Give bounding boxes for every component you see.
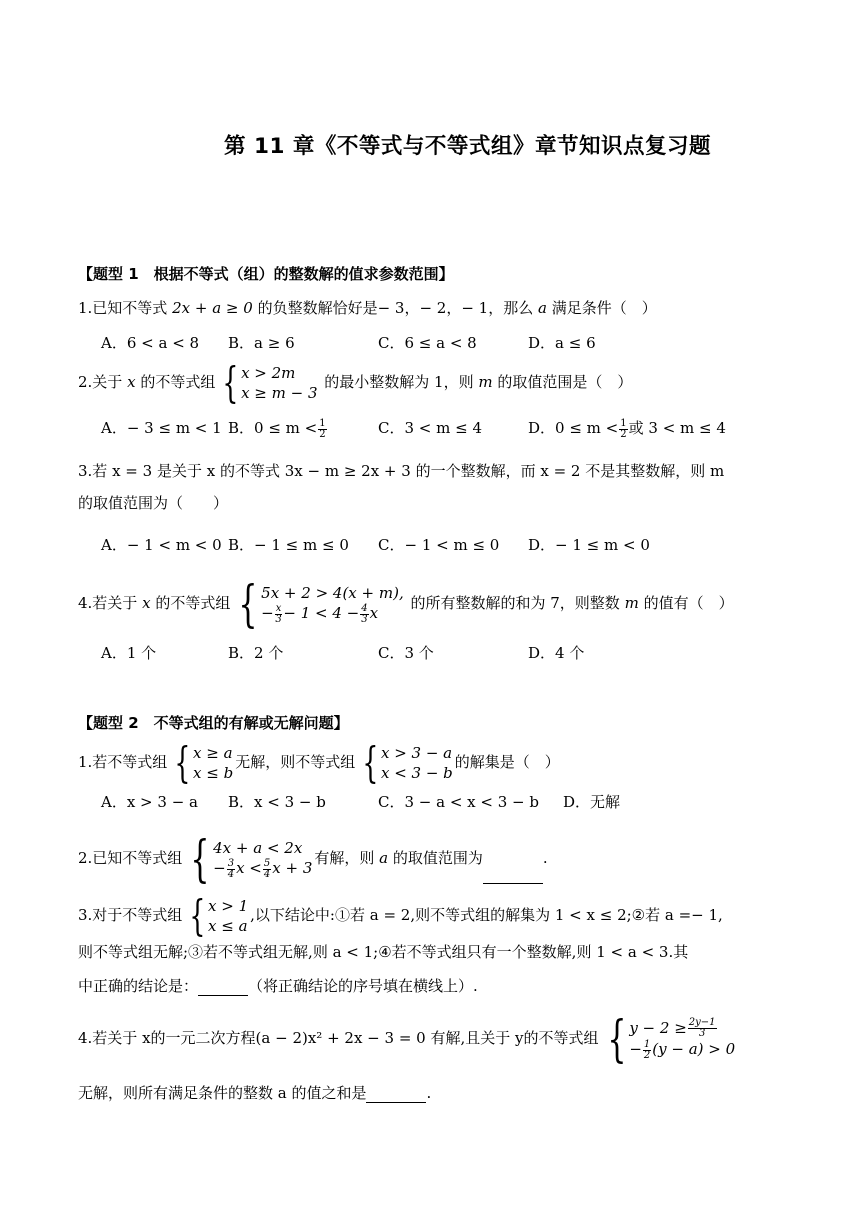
fraction-half: $\frac{1}{2}$ [319,417,326,440]
s2-q3-stem-line1: 3.对于不等式组 { x > 1 x ≤ a ,以下结论中:①若 a = 2,则不等式组的解集为 1 < x ≤ 2;②若 a =− 1, [78,891,723,940]
s1-q1-stem: 1.已知不等式 2x + a ≥ 0 的负整数解恰好是− 3，− 2，− 1，那么 a 满足条件（ ） [78,299,657,317]
page-title: 第 11 章《不等式与不等式组》章节知识点复习题 [224,134,711,159]
option-d[interactable]: D．无解 [563,793,621,811]
inequality-system: { x ≥ a x ≤ b [174,738,234,787]
fraction-half: $\frac{1}{2}$ [620,417,627,440]
s1-q2-stem: 2.关于 x 的不等式组 { x > 2m x ≥ m − 3 的最小整数解为 1，则 m 的取值范围是（ ） [78,358,633,407]
option-a[interactable]: A．− 1 < m < 0 [101,536,222,554]
option-a[interactable]: A．6 < a < 8 [101,334,200,352]
option-b[interactable]: B．0 ≤ m < $\frac{1}{2}$ [228,417,326,440]
option-b[interactable]: B．2 个 [228,644,284,662]
inequality-system: { 4x + a < 2x − $\frac{3}{4}$ x < $\frac{5}{4}$ x + 3 [190,830,313,888]
option-c[interactable]: C．3 − a < x < 3 − b [378,793,539,811]
option-a[interactable]: A．x > 3 − a [101,793,198,811]
s1-q3-stem-line1: 3.若 x = 3 是关于 x 的不等式 3x − m ≥ 2x + 3 的一个整数解，而 x = 2 不是其整数解，则 m [78,462,725,480]
inequality-system: { y − 2 ≥ $\frac{2y-1}{3}$ − $\frac{1}{2}$ (y − a) > 0 [606,1010,736,1068]
s1-q3-options [101,535,650,555]
option-d[interactable]: D．− 1 ≤ m < 0 [528,536,650,554]
option-d[interactable]: D．0 ≤ m < $\frac{1}{2}$ 或 3 < m ≤ 4 [528,417,726,440]
s1-q1-options [101,333,596,353]
option-b[interactable]: B．− 1 ≤ m ≤ 0 [228,536,349,554]
option-b[interactable]: B．a ≥ 6 [228,334,295,352]
s1-q4-options [101,643,584,663]
s1-q4-stem: 4.若关于 x 的不等式组 { 5x + 2 > 4(x + m), − $\frac{x}{3}$ − 1 < 4 − $\frac{4}{3}$ x 的所有整数解的和为 7，则整数 m 的值有（ ） [78,575,734,633]
inequality-system: { x > 1 x ≤ a [189,891,249,940]
s2-q1-options [101,792,620,812]
s1-q3-stem-line2: 的取值范围为（ ） [78,494,229,512]
s2-q4-stem: 4.若关于 x的一元二次方程(a − 2)x² + 2x − 3 = 0 有解,且关于 y的不等式组 { y − 2 ≥ $\frac{2y-1}{3}$ − $\frac{1}{2}$ (y − a) > 0 [78,1010,736,1068]
section-2-heading: 【题型 2 不等式组的有解或无解问题】 [78,714,349,732]
inequality-system: { 5x + 2 > 4(x + m), − $\frac{x}{3}$ − 1 < 4 − $\frac{4}{3}$ x [238,575,404,633]
s2-q2-stem: 2.已知不等式组 { 4x + a < 2x − $\frac{3}{4}$ x < $\frac{5}{4}$ x + 3 有解，则 a 的取值范围为 . [78,830,548,888]
option-d[interactable]: D．a ≤ 6 [528,334,596,352]
answer-blank[interactable] [366,1088,426,1103]
option-a[interactable]: A．− 3 ≤ m < 1 [101,419,222,437]
s2-q3-stem-line2: 则不等式组无解;③若不等式组无解,则 a < 1;④若不等式组只有一个整数解,则 1 < a < 3.其 [78,943,689,961]
answer-blank[interactable] [483,869,543,884]
option-c[interactable]: C．− 1 < m ≤ 0 [378,536,500,554]
option-c[interactable]: C．6 ≤ a < 8 [378,334,477,352]
option-b[interactable]: B．x < 3 − b [228,793,326,811]
s2-q1-stem: 1.若不等式组 { x ≥ a x ≤ b 无解，则不等式组 { x > 3 − a x < 3 − b 的解集是（ ） [78,738,560,787]
option-d[interactable]: D．4 个 [528,644,585,662]
s1-q2-options [101,418,726,440]
answer-blank[interactable] [198,981,248,996]
option-a[interactable]: A．1 个 [101,644,157,662]
inequality-system: { x > 3 − a x < 3 − b [362,738,453,787]
option-c[interactable]: C．3 < m ≤ 4 [378,419,482,437]
section-1-heading: 【题型 1 根据不等式（组）的整数解的值求参数范围】 [78,265,454,283]
s2-q3-stem-line3: 中正确的结论是： （将正确结论的序号填在横线上）. [78,977,478,995]
option-c[interactable]: C．3 个 [378,644,434,662]
s2-q4-stem-line2: 无解，则所有满足条件的整数 a 的值之和是 . [78,1084,432,1102]
inequality-system: { x > 2m x ≥ m − 3 [222,358,318,407]
